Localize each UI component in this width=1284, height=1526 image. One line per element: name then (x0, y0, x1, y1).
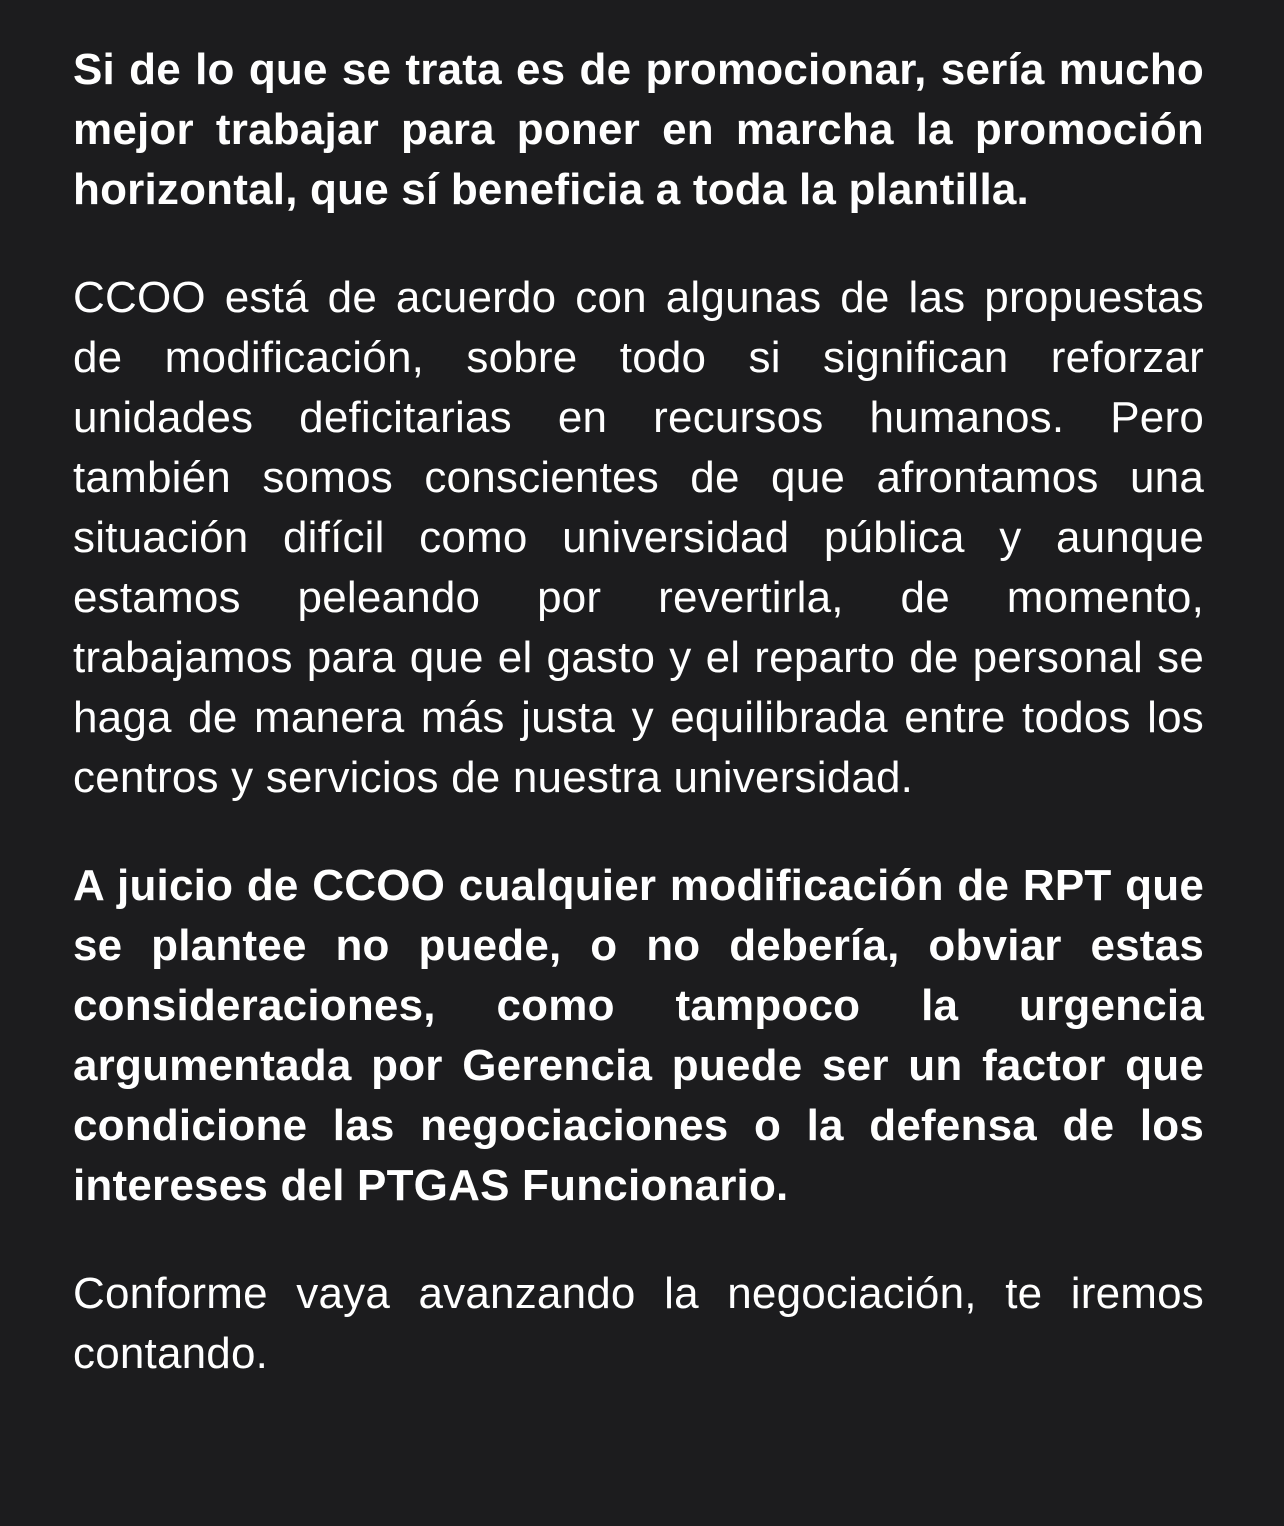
paragraph-juicio-ccoo: A juicio de CCOO cualquier modificación de RPT que se plantee no puede, o no debería, obviar estas consideraciones, como tampoco la urgencia argumentada por Gerencia puede ser un factor que condicione las negociaciones o la defensa de los intereses del PTGAS Funcionario. (73, 861, 1204, 1210)
paragraph-acuerdo-modificacion: CCOO está de acuerdo con algunas de las propuestas de modificación, sobre todo si significan reforzar unidades deficitarias en recursos humanos. Pero también somos conscientes de que afrontamos una situación difícil como universidad pública y aunque estamos peleando por revertirla, de momento, trabajamos para que el gasto y el reparto de personal se haga de manera más justa y equilibrada entre todos los centros y servicios de nuestra universidad. (73, 273, 1204, 802)
document-body (73, 40, 1204, 1384)
paragraph-promocion: Si de lo que se trata es de promocionar, sería mucho mejor trabajar para poner en marcha la promoción horizontal, que sí beneficia a toda la plantilla. (73, 45, 1204, 214)
paragraph-conclusion: Conforme vaya avanzando la negociación, te iremos contando. (73, 1269, 1204, 1378)
